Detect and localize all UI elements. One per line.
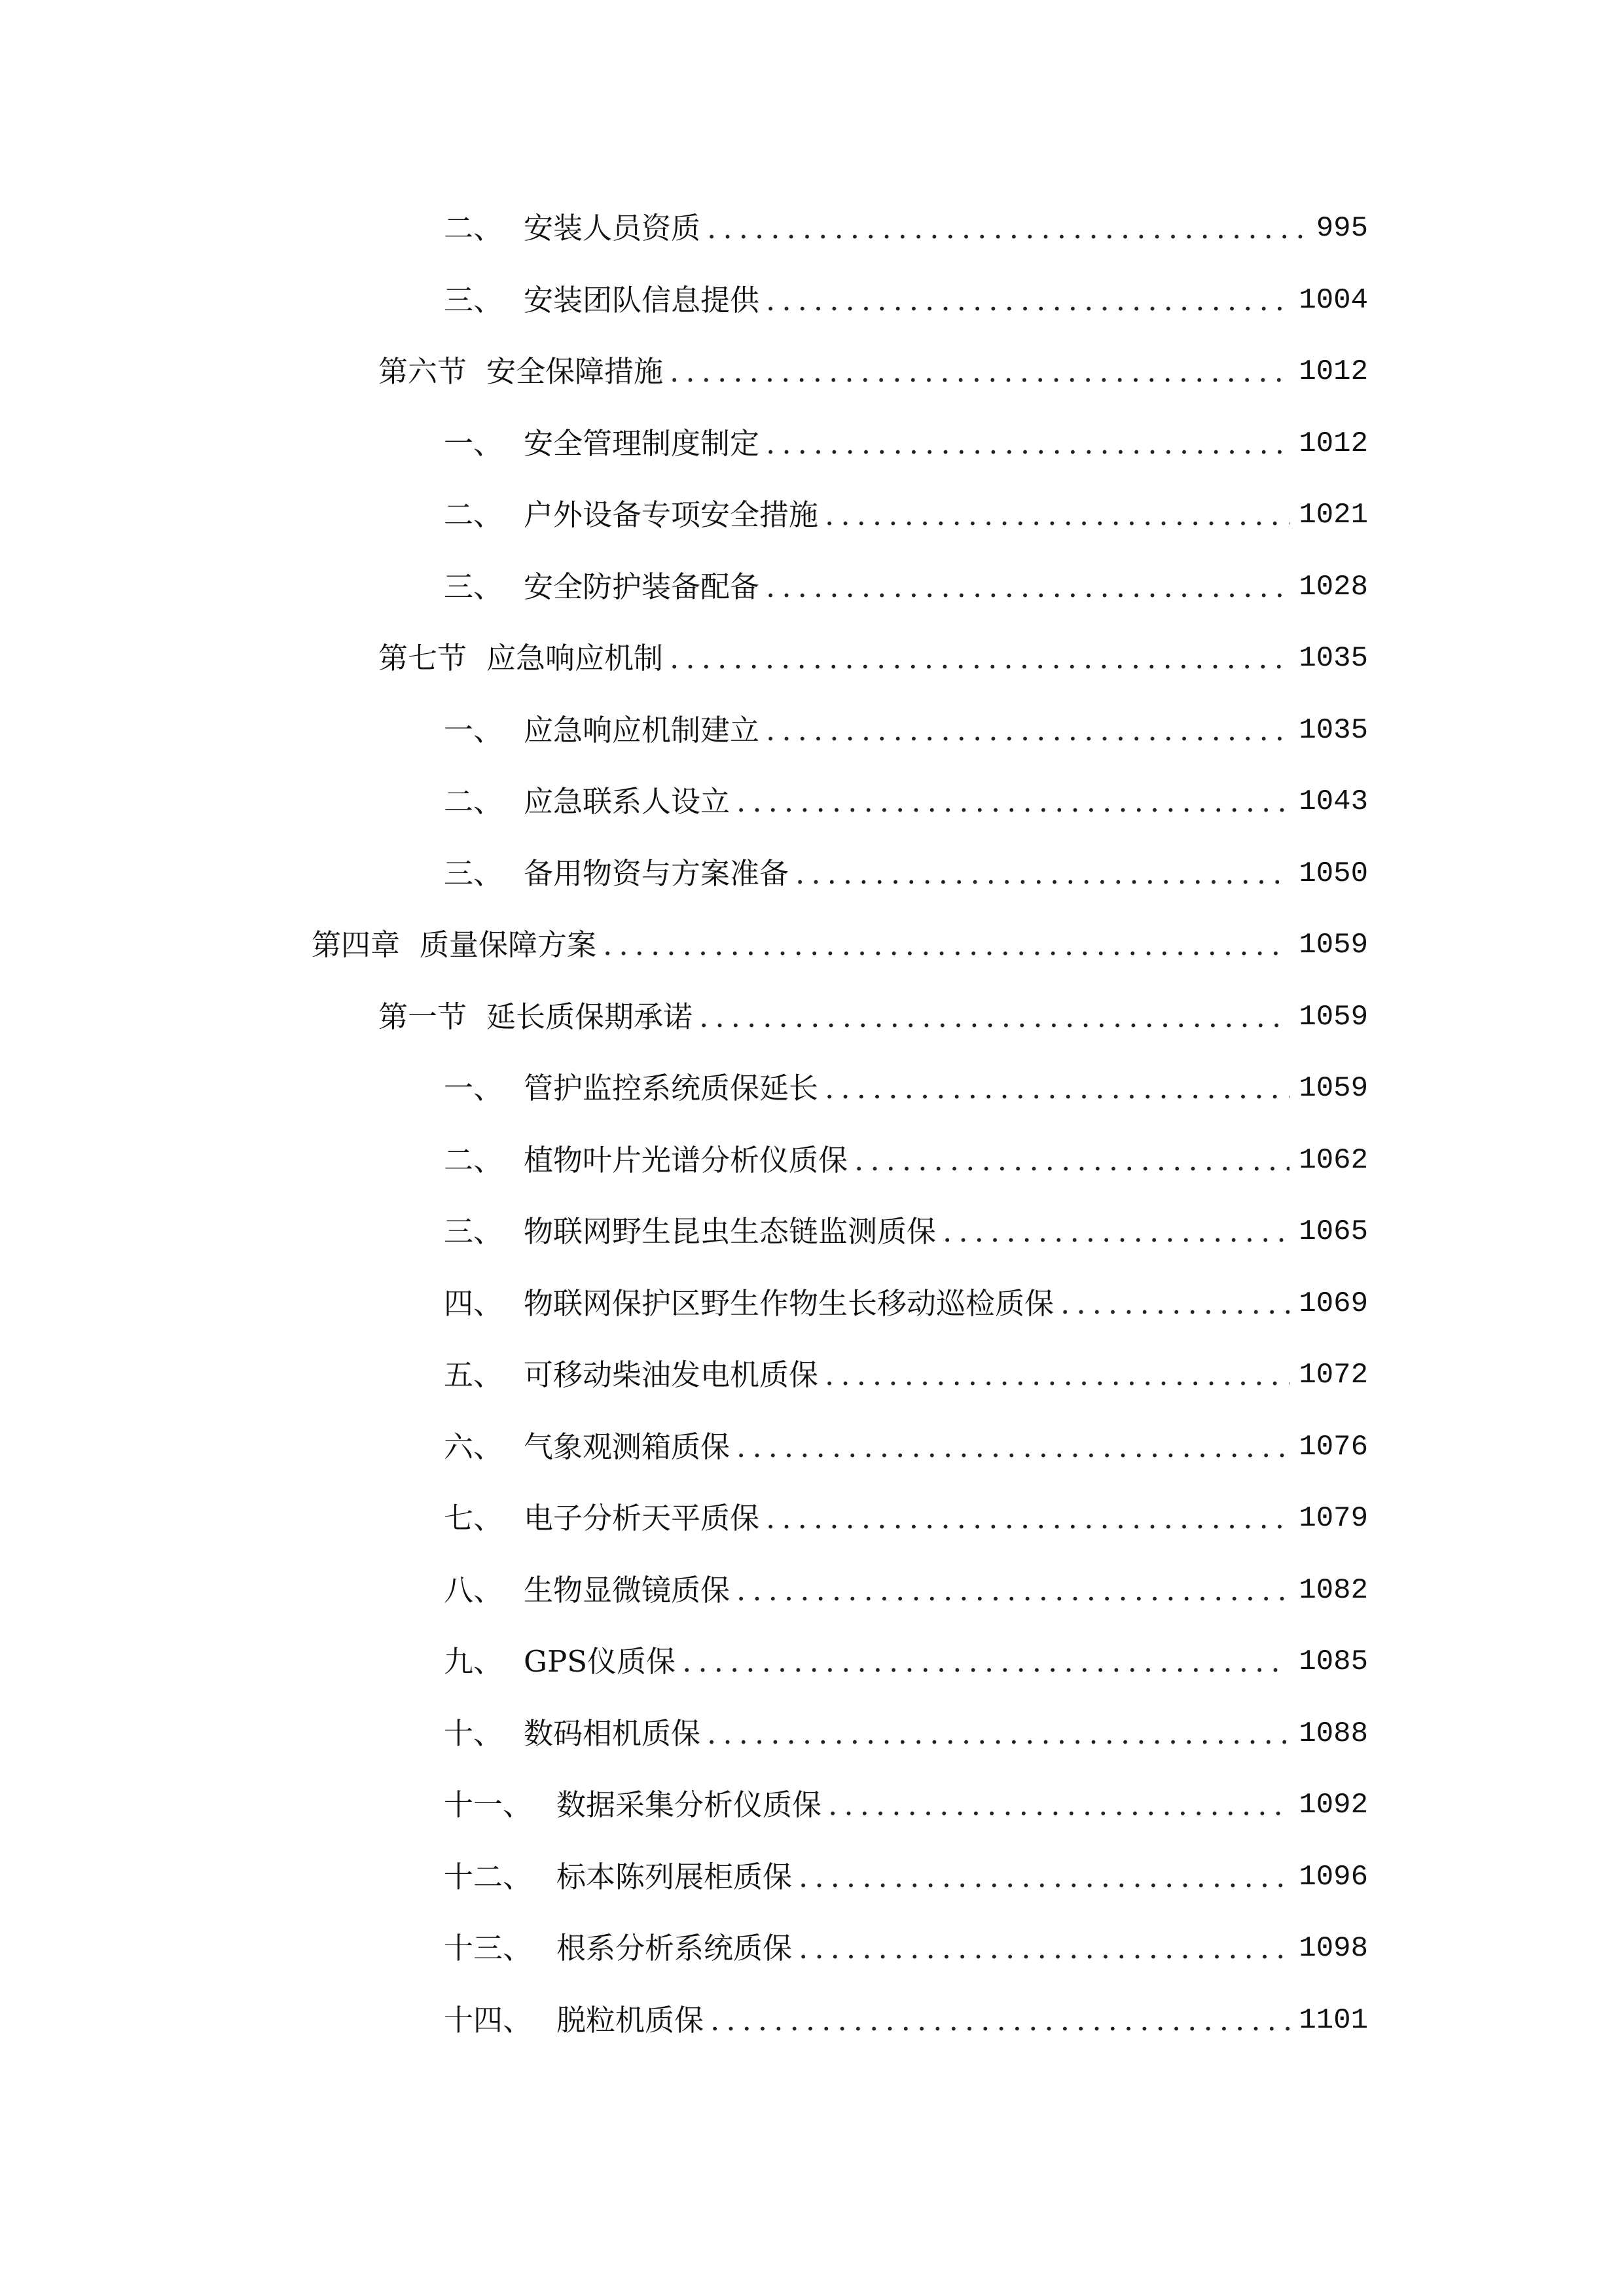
toc-entry[interactable] <box>444 1564 1368 1617</box>
toc-entry[interactable] <box>444 202 1368 255</box>
toc-entry-number: 三、 <box>444 856 503 891</box>
toc-entry[interactable] <box>444 848 1368 900</box>
toc-entry-page: 1035 <box>1299 642 1368 675</box>
toc-dot-leader <box>825 1349 1290 1401</box>
toc-entry-number: 一、 <box>444 713 503 747</box>
toc-entry-number: 三、 <box>444 569 503 604</box>
toc-dot-leader <box>670 632 1290 685</box>
toc-entry-number: 十一、 <box>444 1787 533 1822</box>
toc-dot-leader <box>766 418 1290 470</box>
toc-entry[interactable] <box>444 1851 1368 1903</box>
toc-entry-page: 1092 <box>1299 1789 1368 1821</box>
toc-entry-number: 四、 <box>444 1286 503 1321</box>
toc-entry-number: 三、 <box>444 1214 503 1249</box>
toc-entry-page: 1065 <box>1299 1215 1368 1248</box>
toc-entry-title: 应急联系人设立 <box>524 784 731 819</box>
toc-entry[interactable] <box>444 561 1368 613</box>
toc-entry-title: 安装团队信息提供 <box>524 283 760 317</box>
toc-entry-number: 六、 <box>444 1429 503 1464</box>
toc-entry-number: 八、 <box>444 1573 503 1607</box>
toc-entry-page: 1098 <box>1299 1932 1368 1965</box>
toc-entry-page: 995 <box>1316 212 1368 245</box>
toc-entry[interactable] <box>444 1134 1368 1187</box>
toc-dot-leader <box>736 1421 1290 1473</box>
toc-dot-leader <box>699 991 1290 1043</box>
toc-entry[interactable] <box>444 1994 1368 2047</box>
toc-entry-title: 应急响应机制建立 <box>524 713 760 747</box>
toc-entry-page: 1043 <box>1299 785 1368 818</box>
toc-entry[interactable] <box>444 1062 1368 1115</box>
toc-entry-page: 1059 <box>1299 1072 1368 1105</box>
toc-entry-title: GPS仪质保 <box>524 1644 676 1679</box>
toc-entry-title: 应急响应机制 <box>486 641 664 675</box>
toc-entry-title: 电子分析天平质保 <box>524 1501 760 1535</box>
toc-entry-page: 1096 <box>1299 1861 1368 1893</box>
toc-dot-leader <box>795 848 1290 900</box>
toc-entry-title: 安全管理制度制定 <box>524 426 760 461</box>
toc-dot-leader <box>707 1708 1290 1760</box>
toc-entry-number: 三、 <box>444 283 503 317</box>
toc-entry[interactable] <box>444 1636 1368 1688</box>
toc-entry-title: 安装人员资质 <box>524 211 701 245</box>
toc-entry-page: 1012 <box>1299 427 1368 460</box>
toc-entry-number: 第四章 <box>312 927 401 962</box>
toc-entry-title: 脱粒机质保 <box>556 2003 704 2037</box>
toc-entry-page: 1050 <box>1299 857 1368 890</box>
toc-entry[interactable] <box>444 1421 1368 1473</box>
toc-entry-page: 1062 <box>1299 1144 1368 1177</box>
toc-entry-number: 十四、 <box>444 2003 533 2037</box>
toc-entry-title: 气象观测箱质保 <box>524 1429 731 1464</box>
toc-entry-number: 一、 <box>444 1071 503 1105</box>
toc-entry-number: 十二、 <box>444 1859 533 1894</box>
toc-entry-number: 十三、 <box>444 1931 533 1965</box>
toc-entry[interactable] <box>444 1779 1368 1831</box>
toc-dot-leader <box>1060 1278 1290 1330</box>
toc-entry-page: 1059 <box>1299 929 1368 961</box>
toc-entry-page: 1085 <box>1299 1645 1368 1678</box>
toc-entry[interactable] <box>444 704 1368 757</box>
toc-entry-page: 1028 <box>1299 571 1368 603</box>
toc-entry[interactable] <box>444 1278 1368 1330</box>
toc-dot-leader <box>825 1062 1290 1115</box>
toc-entry-number: 二、 <box>444 784 503 819</box>
toc-entry-number: 第七节 <box>378 641 467 675</box>
toc-entry-title: 生物显微镜质保 <box>524 1573 731 1607</box>
toc-entry-number: 九、 <box>444 1644 503 1679</box>
toc-entry-page: 1072 <box>1299 1359 1368 1391</box>
toc-entry-title: 安全保障措施 <box>486 354 664 389</box>
toc-dot-leader <box>670 346 1290 398</box>
toc-dot-leader <box>766 704 1290 757</box>
toc-entry-title: 延长质保期承诺 <box>486 999 693 1034</box>
toc-entry-title: 可移动柴油发电机质保 <box>524 1357 819 1392</box>
toc-dot-leader <box>736 776 1290 828</box>
toc-dot-leader <box>710 1994 1290 2047</box>
toc-dot-leader <box>682 1636 1290 1688</box>
toc-dot-leader <box>766 1492 1290 1545</box>
toc-entry-title: 管护监控系统质保延长 <box>524 1071 819 1105</box>
toc-entry-title: 物联网野生昆虫生态链监测质保 <box>524 1214 937 1249</box>
toc-entry[interactable] <box>444 274 1368 327</box>
toc-entry-number: 五、 <box>444 1357 503 1392</box>
toc-entry-number: 二、 <box>444 1143 503 1177</box>
toc-entry[interactable] <box>444 1492 1368 1545</box>
toc-entry-page: 1082 <box>1299 1574 1368 1607</box>
toc-dot-leader <box>825 489 1290 541</box>
toc-entry-title: 质量保障方案 <box>420 927 597 962</box>
toc-dot-leader <box>736 1564 1290 1617</box>
toc-dot-leader <box>799 1922 1290 1975</box>
toc-entry-page: 1012 <box>1299 355 1368 388</box>
toc-entry[interactable] <box>378 991 1368 1043</box>
toc-entry-number: 十、 <box>444 1716 503 1751</box>
toc-dot-leader <box>707 202 1307 255</box>
toc-entry-title: 物联网保护区野生作物生长移动巡检质保 <box>524 1286 1055 1321</box>
toc-entry[interactable] <box>312 919 1368 971</box>
toc-entry-number: 二、 <box>444 497 503 532</box>
toc-dot-leader <box>766 274 1290 327</box>
toc-entry-title: 安全防护装备配备 <box>524 569 760 604</box>
toc-entry-page: 1004 <box>1299 284 1368 317</box>
toc-entry-title: 户外设备专项安全措施 <box>524 497 819 532</box>
toc-entry[interactable] <box>444 1206 1368 1258</box>
toc-entry[interactable] <box>444 418 1368 470</box>
toc-entry[interactable] <box>378 632 1368 685</box>
toc-dot-leader <box>603 919 1290 971</box>
toc-entry-page: 1069 <box>1299 1287 1368 1320</box>
toc-entry[interactable] <box>444 1349 1368 1401</box>
toc-entry[interactable] <box>378 346 1368 398</box>
toc-entry-number: 第一节 <box>378 999 467 1034</box>
toc-entry-page: 1088 <box>1299 1717 1368 1750</box>
toc-entry-title: 标本陈列展柜质保 <box>556 1859 793 1894</box>
toc-entry-title: 备用物资与方案准备 <box>524 856 789 891</box>
toc-entry-title: 数码相机质保 <box>524 1716 701 1751</box>
toc-dot-leader <box>854 1134 1290 1187</box>
toc-entry-number: 七、 <box>444 1501 503 1535</box>
toc-entry[interactable] <box>444 776 1368 828</box>
toc-dot-leader <box>766 561 1290 613</box>
toc-entry-page: 1076 <box>1299 1431 1368 1463</box>
toc-entry-page: 1079 <box>1299 1502 1368 1535</box>
toc-entry-number: 一、 <box>444 426 503 461</box>
toc-entry-page: 1101 <box>1299 2004 1368 2037</box>
toc-entry[interactable] <box>444 1922 1368 1975</box>
toc-dot-leader <box>828 1779 1290 1831</box>
toc-entry-page: 1059 <box>1299 1001 1368 1033</box>
toc-entry-title: 植物叶片光谱分析仪质保 <box>524 1143 848 1177</box>
toc-dot-leader <box>799 1851 1290 1903</box>
toc-entry-number: 第六节 <box>378 354 467 389</box>
toc-entry[interactable] <box>444 489 1368 541</box>
toc-dot-leader <box>943 1206 1290 1258</box>
toc-entry-number: 二、 <box>444 211 503 245</box>
toc-entry[interactable] <box>444 1708 1368 1760</box>
toc-entry-title: 根系分析系统质保 <box>556 1931 793 1965</box>
toc-entry-title: 数据采集分析仪质保 <box>556 1787 822 1822</box>
toc-entry-page: 1035 <box>1299 714 1368 747</box>
toc-entry-page: 1021 <box>1299 499 1368 531</box>
